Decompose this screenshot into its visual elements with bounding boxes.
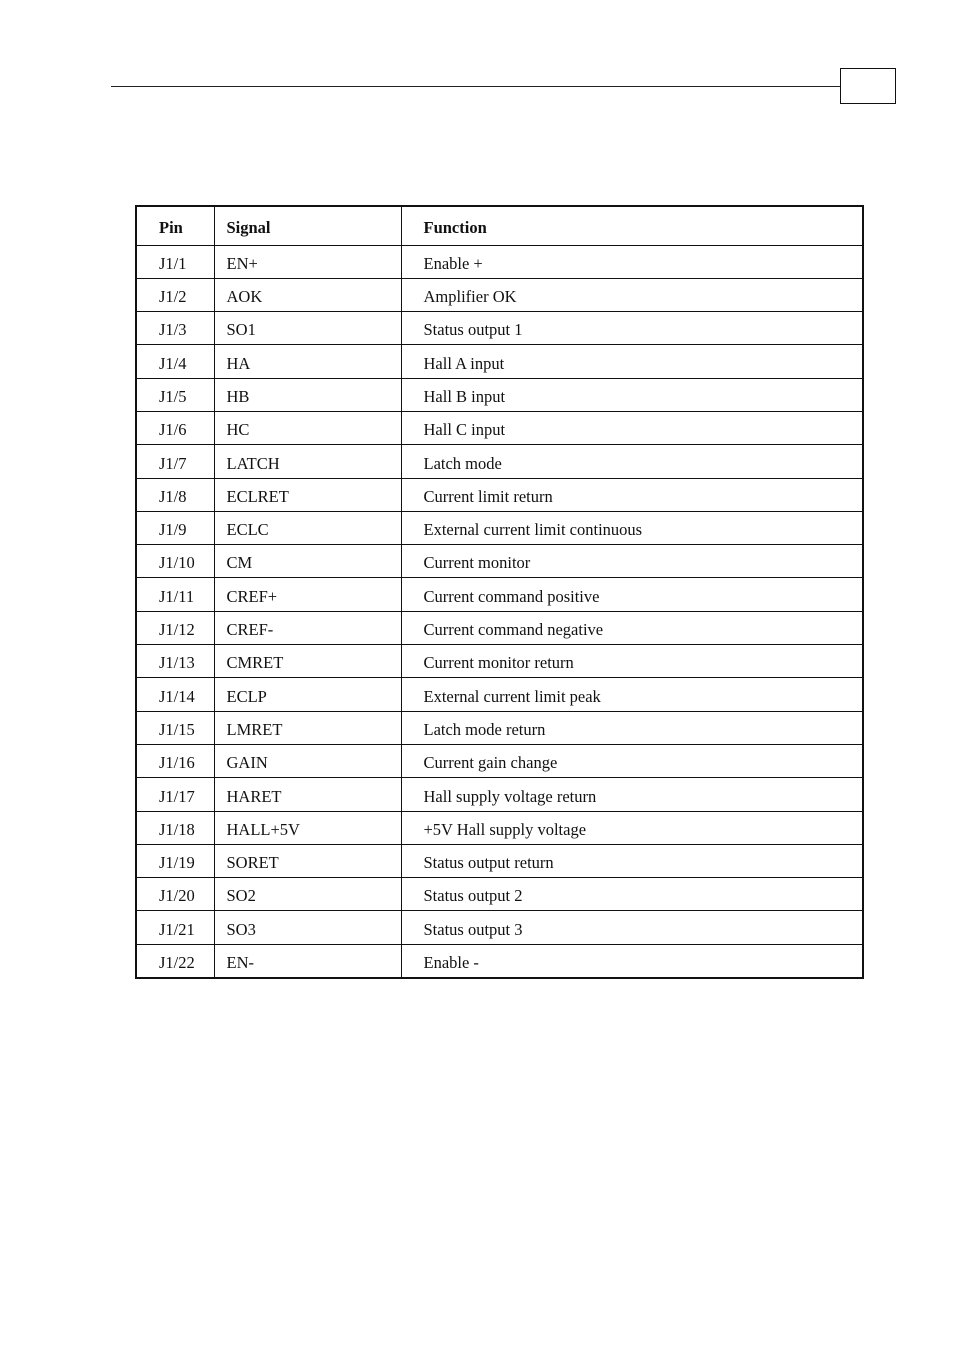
pin-cell: J1/20	[136, 878, 214, 911]
function-cell: Amplifier OK	[401, 278, 863, 311]
function-cell: Current monitor return	[401, 645, 863, 678]
pin-cell: J1/4	[136, 345, 214, 378]
pin-cell: J1/17	[136, 778, 214, 811]
pin-function-table	[135, 205, 864, 979]
function-cell: External current limit continuous	[401, 511, 863, 544]
signal-cell: SO3	[214, 911, 401, 944]
signal-cell: ECLC	[214, 511, 401, 544]
function-cell: Status output 1	[401, 312, 863, 345]
pin-cell: J1/10	[136, 545, 214, 578]
table-row	[136, 778, 863, 811]
pin-cell: J1/12	[136, 611, 214, 644]
signal-cell: LATCH	[214, 445, 401, 478]
function-cell: Status output return	[401, 844, 863, 877]
pin-cell: J1/8	[136, 478, 214, 511]
signal-cell: CMRET	[214, 645, 401, 678]
pin-cell: J1/14	[136, 678, 214, 711]
signal-cell: SO1	[214, 312, 401, 345]
function-cell: Enable +	[401, 245, 863, 278]
table-row	[136, 478, 863, 511]
table-row	[136, 245, 863, 278]
signal-cell: HB	[214, 378, 401, 411]
function-cell: Current gain change	[401, 744, 863, 777]
function-cell: Hall supply voltage return	[401, 778, 863, 811]
pin-cell: J1/5	[136, 378, 214, 411]
signal-cell: ECLP	[214, 678, 401, 711]
signal-cell: HA	[214, 345, 401, 378]
function-cell: Latch mode	[401, 445, 863, 478]
table-row	[136, 345, 863, 378]
signal-cell: SO2	[214, 878, 401, 911]
pin-cell: J1/15	[136, 711, 214, 744]
pin-cell: J1/19	[136, 844, 214, 877]
table-row	[136, 878, 863, 911]
signal-cell: ECLRET	[214, 478, 401, 511]
pin-cell: J1/9	[136, 511, 214, 544]
table-row	[136, 445, 863, 478]
function-cell: Status output 3	[401, 911, 863, 944]
pin-cell: J1/3	[136, 312, 214, 345]
pin-cell: J1/13	[136, 645, 214, 678]
function-cell: Current command positive	[401, 578, 863, 611]
table-row	[136, 278, 863, 311]
page-number-box	[840, 68, 896, 104]
function-cell: Current command negative	[401, 611, 863, 644]
table-row	[136, 645, 863, 678]
pin-cell: J1/22	[136, 944, 214, 977]
table-row	[136, 411, 863, 444]
function-cell: External current limit peak	[401, 678, 863, 711]
pin-cell: J1/11	[136, 578, 214, 611]
table-row	[136, 545, 863, 578]
table-row	[136, 844, 863, 877]
table-row	[136, 744, 863, 777]
pin-cell: J1/21	[136, 911, 214, 944]
pin-cell: J1/18	[136, 811, 214, 844]
function-cell: Enable -	[423, 952, 479, 972]
signal-cell: EN+	[214, 245, 401, 278]
table-row	[136, 578, 863, 611]
header-function: Function	[401, 206, 863, 245]
table-row	[136, 611, 863, 644]
table-row	[136, 711, 863, 744]
function-cell: +5V Hall supply voltage	[401, 811, 863, 844]
header-rule	[111, 86, 840, 87]
signal-cell: CREF+	[214, 578, 401, 611]
signal-cell: GAIN	[214, 744, 401, 777]
pin-cell: J1/7	[136, 445, 214, 478]
signal-cell: HARET	[214, 778, 401, 811]
signal-cell: CREF-	[214, 611, 401, 644]
pin-cell: J1/1	[136, 245, 214, 278]
signal-cell: LMRET	[214, 711, 401, 744]
header-signal: Signal	[214, 206, 401, 245]
table-row	[136, 378, 863, 411]
signal-cell: HC	[214, 411, 401, 444]
pin-cell: J1/2	[136, 278, 214, 311]
function-cell: Status output 2	[401, 878, 863, 911]
pin-cell: J1/6	[136, 411, 214, 444]
table-row	[136, 511, 863, 544]
signal-cell: EN-	[214, 944, 401, 977]
table-row	[136, 312, 863, 345]
table-header-row	[136, 206, 863, 245]
table-body	[136, 245, 863, 978]
function-cell: Current limit return	[401, 478, 863, 511]
table-row	[136, 678, 863, 711]
table-row	[136, 944, 863, 977]
signal-cell: HALL+5V	[214, 811, 401, 844]
header-pin: Pin	[136, 206, 214, 245]
signal-cell: CM	[214, 545, 401, 578]
function-cell: Hall A input	[401, 345, 863, 378]
signal-cell: SORET	[214, 844, 401, 877]
function-cell: Hall C input	[401, 411, 863, 444]
pin-cell: J1/16	[136, 744, 214, 777]
table-row	[136, 911, 863, 944]
function-cell: Hall B input	[401, 378, 863, 411]
function-cell: Latch mode return	[401, 711, 863, 744]
table-row	[136, 811, 863, 844]
signal-cell: AOK	[214, 278, 401, 311]
function-cell: Current monitor	[401, 545, 863, 578]
